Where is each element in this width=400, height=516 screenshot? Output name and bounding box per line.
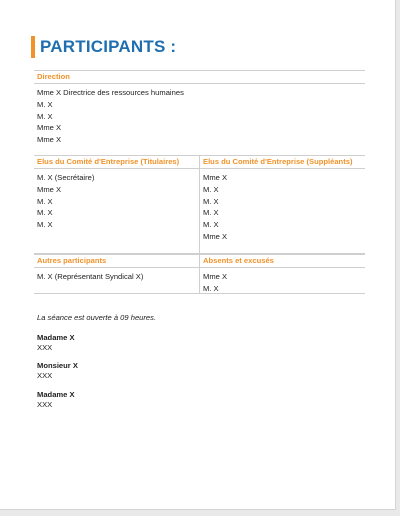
list-item: Mme X xyxy=(203,231,228,241)
titulaires-header: Elus du Comité d'Entreprise (Titulaires) xyxy=(34,156,199,169)
person-value: XXX xyxy=(37,343,53,352)
person-block xyxy=(37,333,75,353)
direction-list xyxy=(34,84,365,146)
suppleants-header: Elus du Comité d'Entreprise (Suppléants) xyxy=(200,156,365,169)
list-item: M. X xyxy=(37,208,53,218)
elus-table xyxy=(34,156,365,254)
absents-column xyxy=(199,255,365,293)
list-item: M. X (Représentant Syndical X) xyxy=(37,272,144,281)
elus-section xyxy=(34,155,365,254)
list-item: M. X (Secrétaire) xyxy=(37,173,95,182)
direction-header: Direction xyxy=(34,71,365,84)
suppleants-list xyxy=(200,169,365,243)
list-item: M. X xyxy=(203,184,219,194)
list-item: M. X xyxy=(37,196,53,206)
seance-statement: La séance est ouverte à 09 heures. xyxy=(37,313,157,322)
absents-header: Absents et excusés xyxy=(200,255,365,268)
list-item: Mme X Directrice des ressources humaines xyxy=(37,88,184,97)
others-table xyxy=(34,255,365,294)
title-text: PARTICIPANTS : xyxy=(40,37,177,56)
person-name: Madame X xyxy=(37,333,75,342)
autres-column xyxy=(34,255,199,293)
list-item: M. X xyxy=(37,99,53,109)
autres-header: Autres participants xyxy=(34,255,199,268)
person-name: Monsieur X xyxy=(37,361,78,370)
person-name: Madame X xyxy=(37,390,75,399)
absents-list xyxy=(200,268,365,295)
list-item: Mme X xyxy=(203,272,228,281)
suppleants-column xyxy=(199,156,365,253)
person-block xyxy=(37,390,75,410)
list-item: M. X xyxy=(203,196,219,206)
list-item: Mme X xyxy=(37,123,62,133)
list-item: M. X xyxy=(203,283,219,293)
list-item: Mme X xyxy=(203,173,228,182)
person-value: XXX xyxy=(37,371,53,380)
person-value: XXX xyxy=(37,400,53,409)
titulaires-column xyxy=(34,156,199,253)
list-item: M. X xyxy=(37,220,53,230)
page-title xyxy=(31,36,176,58)
titulaires-list xyxy=(34,169,199,231)
list-item: Mme X xyxy=(37,135,62,145)
list-item: Mme X xyxy=(37,184,62,194)
direction-section xyxy=(34,70,365,146)
list-item: M. X xyxy=(203,208,219,218)
title-accent-bar xyxy=(31,36,35,58)
others-section xyxy=(34,254,365,294)
list-item: M. X xyxy=(37,111,53,121)
list-item: M. X xyxy=(203,220,219,230)
autres-list xyxy=(34,268,199,283)
person-block xyxy=(37,361,78,381)
